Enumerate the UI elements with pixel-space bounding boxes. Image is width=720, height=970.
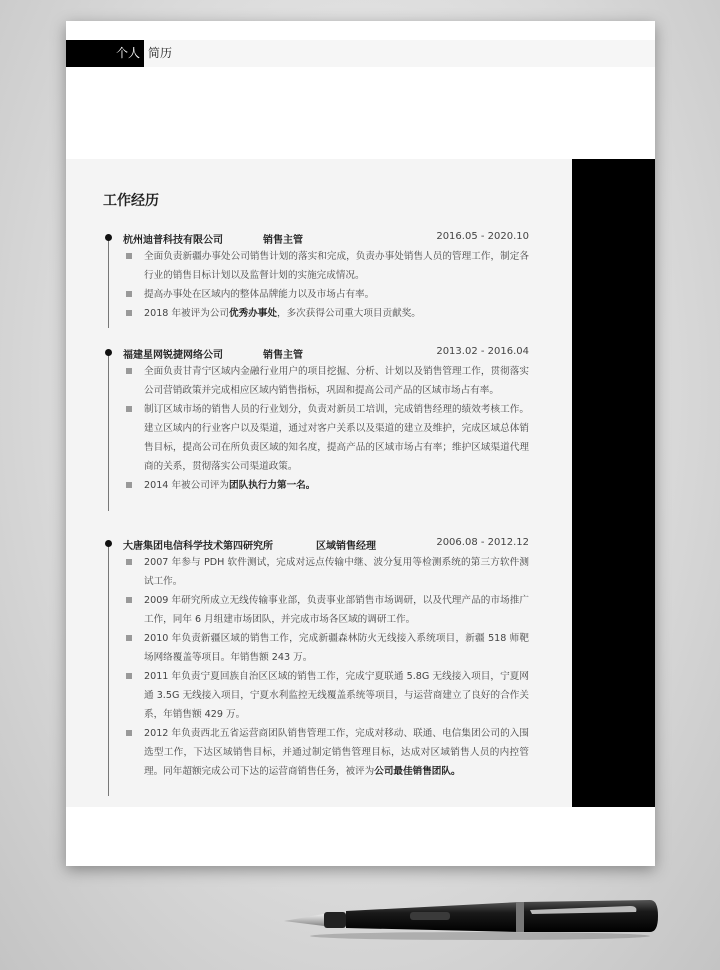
timeline-dot	[105, 234, 112, 241]
timeline-line	[108, 351, 109, 511]
job-duties	[123, 553, 529, 781]
duty-item: 2011 年负责宁夏回族自治区区域的销售工作，完成宁夏联通 5.8G 无线接入项目，宁夏网通 3.5G 无线接入项目，宁夏水利监控无线覆盖系统等项目，与运营商建立了良好的合作关系，年销售额 429 万。	[123, 667, 529, 724]
company-name: 福建星网锐捷网络公司	[123, 350, 223, 361]
company-name: 大唐集团电信科学技术第四研究所	[123, 541, 273, 552]
bullet-square-icon	[126, 635, 132, 641]
duty-item: 2009 年研究所成立无线传输事业部，负责事业部销售市场调研，以及代理产品的市场推广工作，同年 6 月组建市场团队，并完成市场各区域的调研工作。	[123, 591, 529, 629]
job-role: 区域销售经理	[316, 541, 376, 552]
header-tag	[66, 40, 144, 67]
header-bar	[66, 40, 655, 67]
job-date: 2016.05 - 2020.10	[436, 231, 529, 242]
bullet-square-icon	[126, 730, 132, 736]
section-title: 工作经历	[103, 193, 159, 209]
timeline-dot	[105, 540, 112, 547]
duty-item: 2018 年被评为公司优秀办事处，多次获得公司重大项目贡献奖。	[123, 304, 529, 323]
timeline-line	[108, 236, 109, 328]
side-black-panel	[572, 159, 655, 807]
duty-item: 2014 年被公司评为团队执行力第一名。	[123, 476, 529, 495]
resume-page	[66, 21, 655, 866]
bullet-square-icon	[126, 368, 132, 374]
work-experience-section	[66, 159, 572, 807]
bullet-square-icon	[126, 482, 132, 488]
duty-item: 2012 年负责西北五省运营商团队销售管理工作，完成对移动、联通、电信集团公司的入围选型工作，下达区域销售目标，并通过制定销售管理目标，达成对区域销售人员的内控管理。同年超额完成公司下达的运营商销售任务，被评为公司最佳销售团队。	[123, 724, 529, 781]
bullet-square-icon	[126, 673, 132, 679]
timeline-dot	[105, 349, 112, 356]
bullet-square-icon	[126, 310, 132, 316]
duty-item: 全面负责新疆办事处公司销售计划的落实和完成，负责办事处销售人员的管理工作，制定各行业的销售目标计划以及监督计划的实施完成情况。	[123, 247, 529, 285]
duty-item: 2010 年负责新疆区域的销售工作，完成新疆森林防火无线接入系统项目，新疆 518 师靶场网络覆盖等项目。年销售额 243 万。	[123, 629, 529, 667]
job-header	[123, 346, 529, 362]
bullet-square-icon	[126, 291, 132, 297]
job-role: 销售主管	[263, 350, 303, 361]
job-header	[123, 537, 529, 553]
job-duties	[123, 247, 529, 323]
header-label-right: 简历	[148, 46, 173, 60]
bullet-square-icon	[126, 253, 132, 259]
job-header	[123, 231, 529, 247]
job-date: 2006.08 - 2012.12	[436, 537, 529, 548]
timeline-line	[108, 542, 109, 796]
duty-item: 制订区域市场的销售人员的行业划分，负责对新员工培训，完成销售经理的绩效考核工作。建立区域内的行业客户以及渠道，通过对客户关系以及渠道的建立及维护，完成区域总体销售目标，提高公司在所负责区域的知名度，提高产品的区域市场占有率；维护区域渠道代理商的关系，贯彻落实公司渠道政策。	[123, 400, 529, 476]
job-role: 销售主管	[263, 235, 303, 246]
job-duties	[123, 362, 529, 495]
duty-item: 全面负责甘青宁区域内金融行业用户的项目挖掘、分析、计划以及销售管理工作，贯彻落实公司营销政策并完成相应区域内销售指标，巩固和提高公司产品的区域市场占有率。	[123, 362, 529, 400]
header-label-left: 个人	[115, 46, 140, 60]
company-name: 杭州迪普科技有限公司	[123, 235, 223, 246]
duty-item: 2007 年参与 PDH 软件测试，完成对远点传输中继、波分复用等检测系统的第三方软件测试工作。	[123, 553, 529, 591]
bullet-square-icon	[126, 597, 132, 603]
duty-item: 提高办事处在区域内的整体品牌能力以及市场占有率。	[123, 285, 529, 304]
bullet-square-icon	[126, 406, 132, 412]
fountain-pen-icon	[280, 890, 660, 942]
job-date: 2013.02 - 2016.04	[436, 346, 529, 357]
bullet-square-icon	[126, 559, 132, 565]
